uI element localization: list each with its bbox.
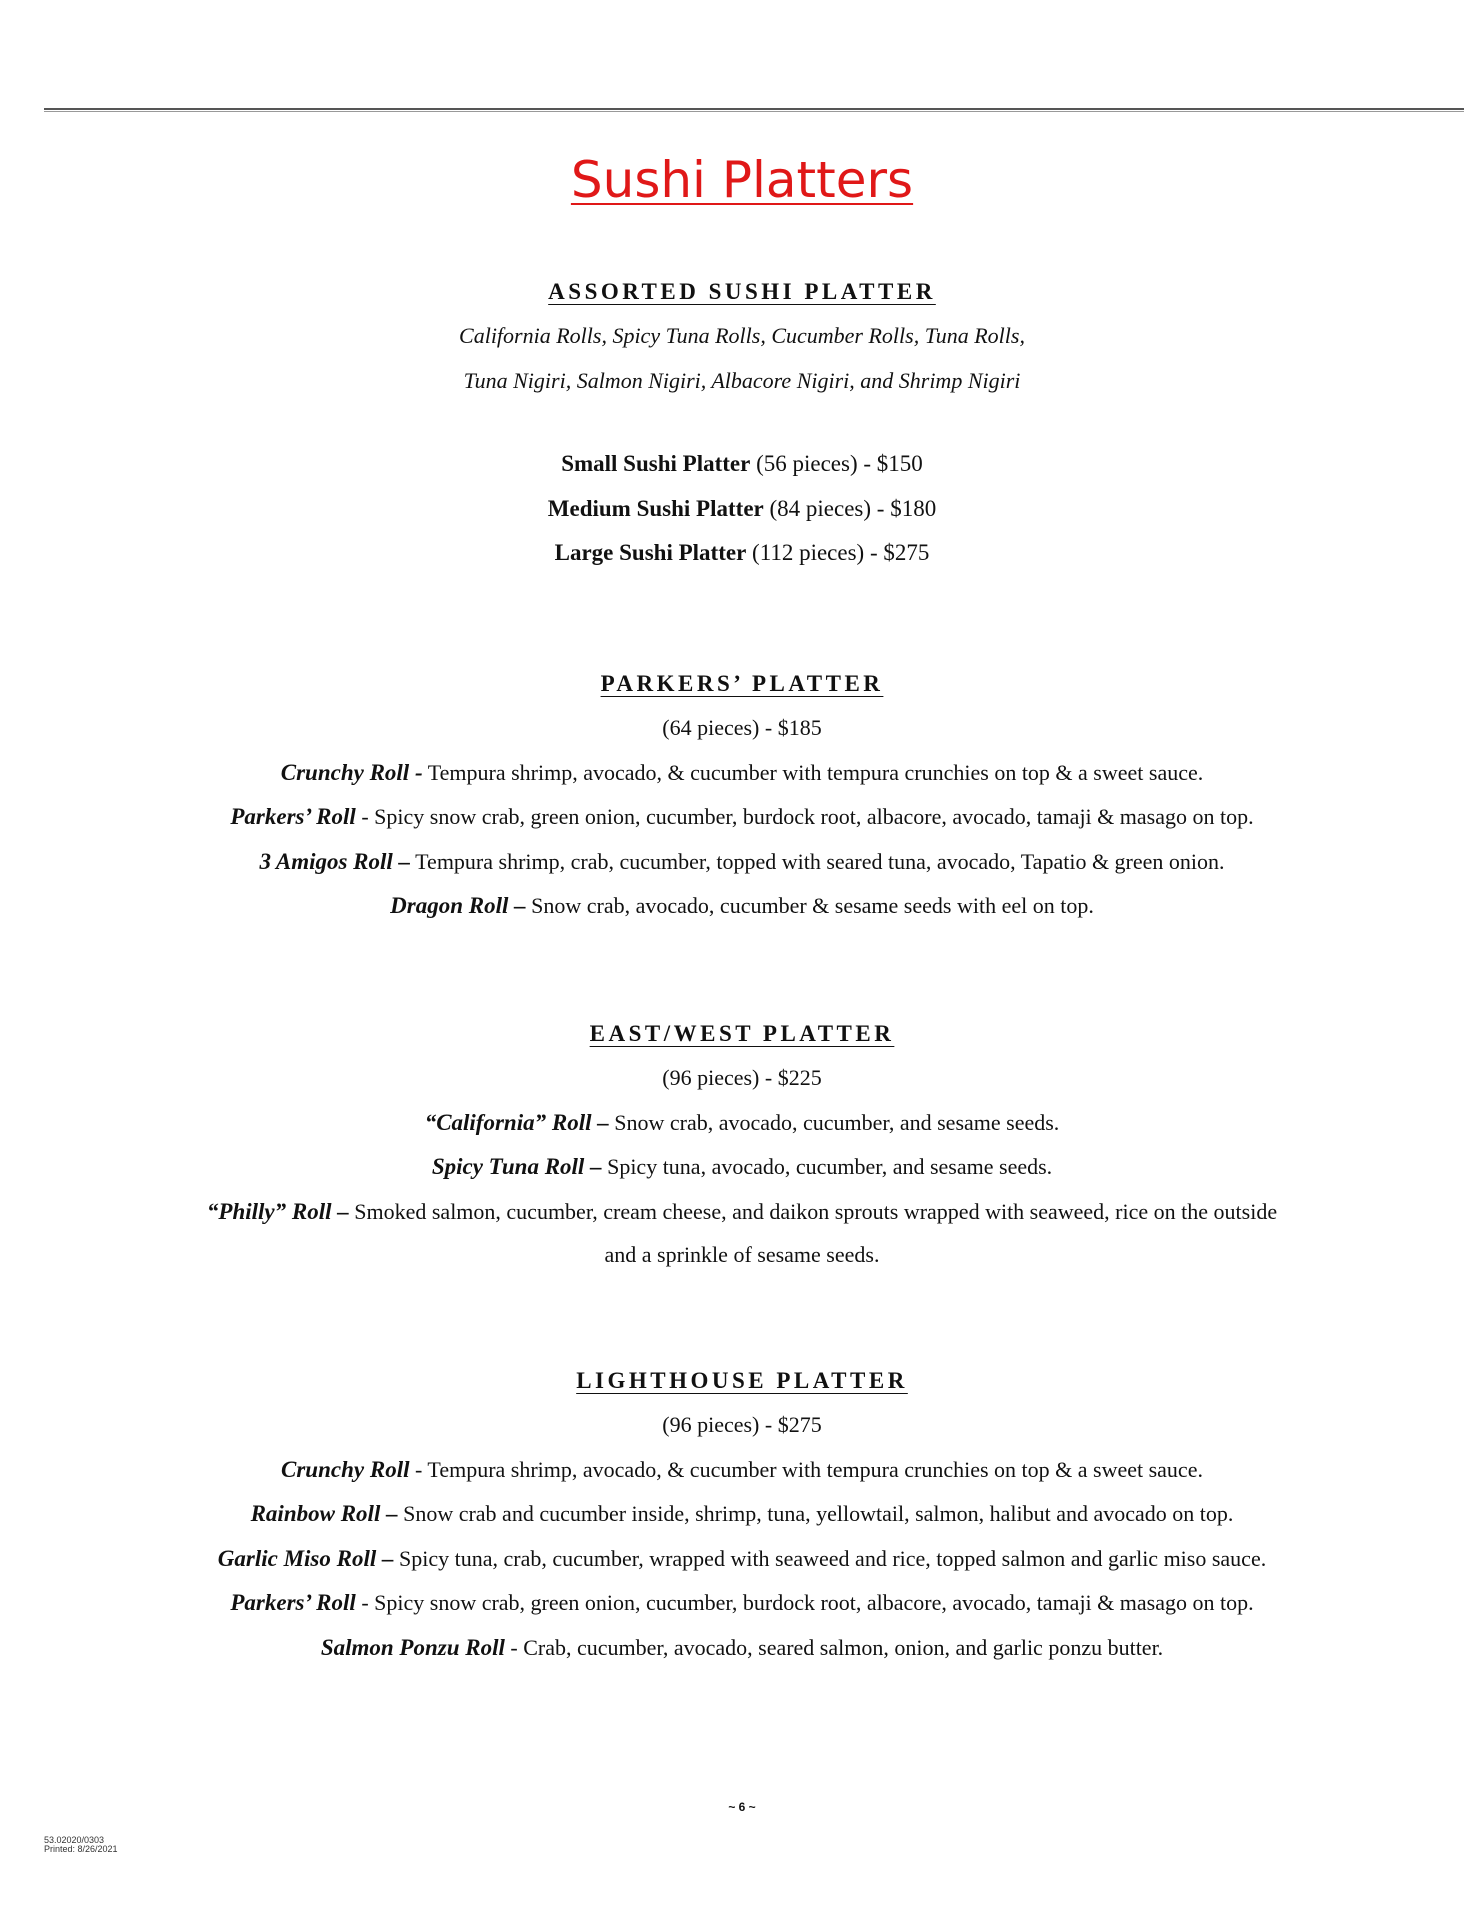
platter-price: (96 pieces) - $225	[662, 1065, 822, 1090]
section-heading: PARKERS’ PLATTER	[600, 671, 884, 696]
page-number: ~ 6 ~	[728, 1800, 756, 1814]
document-code: 53.02020/0303	[44, 1835, 105, 1845]
roll-item-continued: and a sprinkle of sesame seeds.	[604, 1242, 880, 1267]
size-option: Small Sushi Platter (56 pieces) - $150	[561, 451, 923, 476]
platter-price: (96 pieces) - $275	[662, 1412, 822, 1437]
roll-item: Rainbow Roll – Snow crab and cucumber inside, shrimp, tuna, yellowtail, salmon, halibut and avocado on top.	[250, 1501, 1234, 1526]
section-heading: LIGHTHOUSE PLATTER	[576, 1368, 908, 1393]
page-title: Sushi Platters	[570, 151, 914, 209]
assorted-platter-section	[0, 270, 1484, 403]
print-footer	[44, 1836, 118, 1854]
platter-price: (64 pieces) - $185	[662, 715, 822, 740]
section-heading: EAST/WEST PLATTER	[589, 1021, 895, 1046]
size-option: Large Sushi Platter (112 pieces) - $275	[554, 540, 930, 565]
roll-item: Parkers’ Roll - Spicy snow crab, green onion, cucumber, burdock root, albacore, avocado, tamaji & masago on top.	[230, 804, 1254, 829]
platter-description: California Rolls, Spicy Tuna Rolls, Cucumber Rolls, Tuna Rolls,	[459, 323, 1025, 348]
roll-item: Garlic Miso Roll – Spicy tuna, crab, cucumber, wrapped with seaweed and rice, topped salmon and garlic miso sauce.	[217, 1545, 1267, 1571]
roll-item: Crunchy Roll - Tempura shrimp, avocado, & cucumber with tempura crunchies on top & a sweet sauce.	[280, 759, 1204, 785]
section-heading: ASSORTED SUSHI PLATTER	[548, 279, 936, 304]
platter-description: Tuna Nigiri, Salmon Nigiri, Albacore Nigiri, and Shrimp Nigiri	[463, 367, 1021, 393]
assorted-sizes	[0, 442, 1484, 576]
roll-item: “Philly” Roll – Smoked salmon, cucumber, cream cheese, and daikon sprouts wrapped with seaweed, rice on the outside	[206, 1198, 1278, 1224]
roll-item: Parkers’ Roll - Spicy snow crab, green onion, cucumber, burdock root, albacore, avocado, tamaji & masago on top.	[230, 1590, 1254, 1615]
parkers-platter-section	[0, 662, 1484, 929]
roll-item: Salmon Ponzu Roll - Crab, cucumber, avocado, seared salmon, onion, and garlic ponzu butter.	[320, 1634, 1164, 1660]
top-rule	[44, 108, 1464, 112]
roll-item: Spicy Tuna Roll – Spicy tuna, avocado, cucumber, and sesame seeds.	[431, 1154, 1053, 1179]
roll-item: Dragon Roll – Snow crab, avocado, cucumber & sesame seeds with eel on top.	[390, 893, 1094, 918]
roll-item: Crunchy Roll - Tempura shrimp, avocado, & cucumber with tempura crunchies on top & a sweet sauce.	[281, 1456, 1203, 1482]
printed-date: Printed: 8/26/2021	[44, 1844, 118, 1854]
roll-item: “California” Roll – Snow crab, avocado, cucumber, and sesame seeds.	[424, 1109, 1060, 1135]
roll-item: 3 Amigos Roll – Tempura shrimp, crab, cucumber, topped with seared tuna, avocado, Tapatio & green onion.	[259, 848, 1225, 874]
lighthouse-platter-section	[0, 1359, 1484, 1670]
size-option: Medium Sushi Platter (84 pieces) - $180	[547, 495, 937, 521]
eastwest-platter-section	[0, 1012, 1484, 1275]
